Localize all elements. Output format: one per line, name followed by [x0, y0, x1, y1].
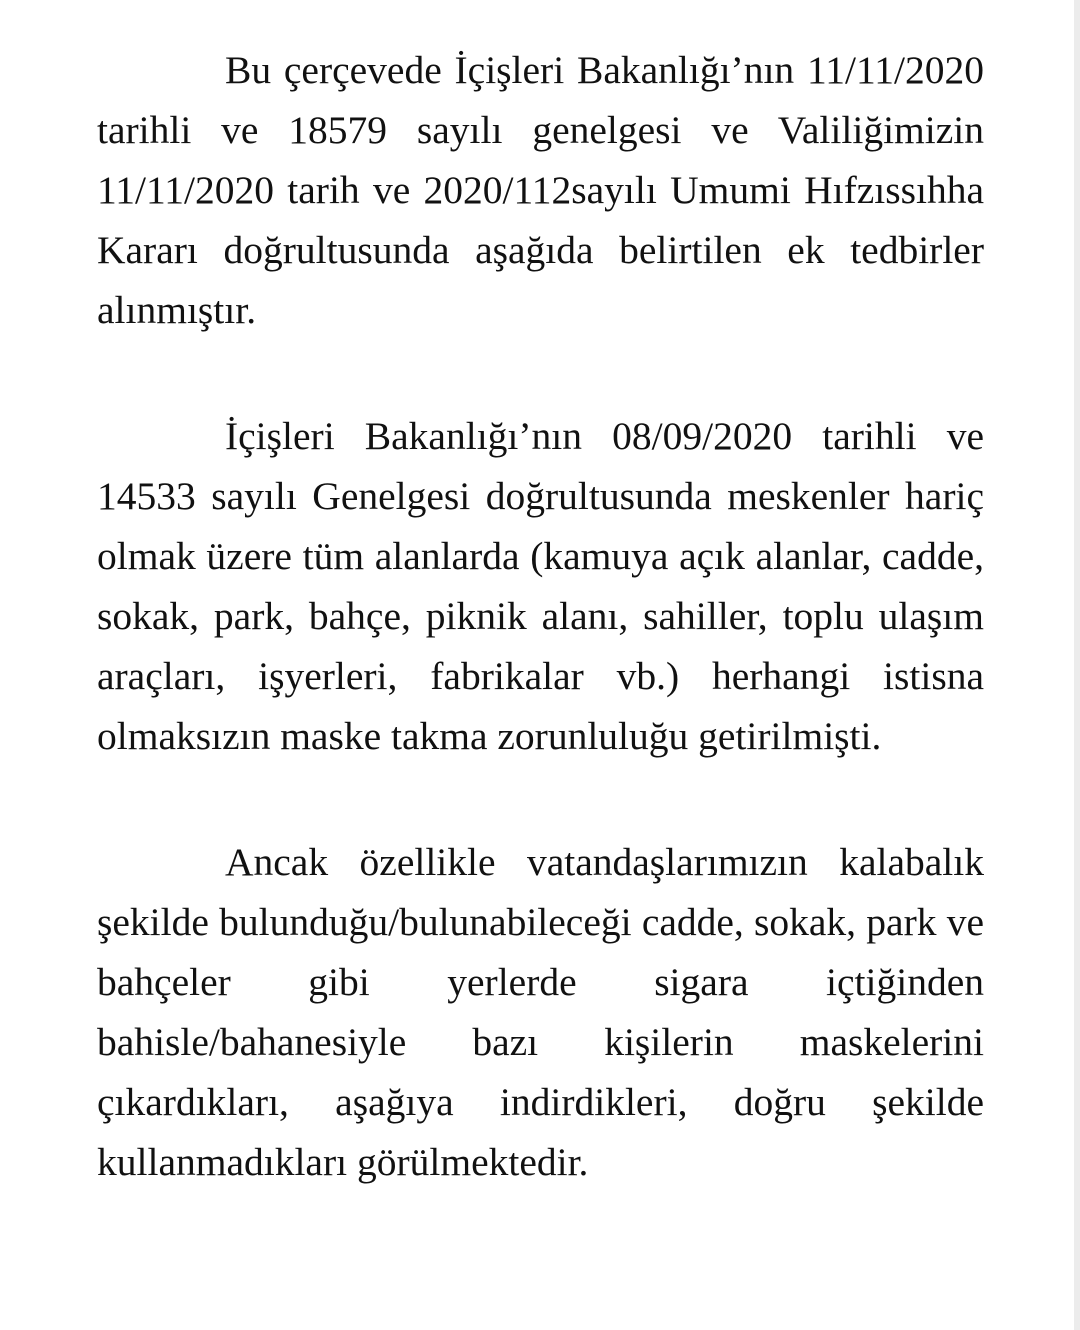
paragraph-mask-requirement: İçişleri Bakanlığı’nın 08/09/2020 tarihli ve 14533 sayılı Genelgesi doğrultusunda meskenler hariç olmak üzere tüm alanlarda (kamuya açık alanlar, cadde, sokak, park, bahçe, piknik alanı, sahiller, toplu ulaşım araçları, işyerleri, fabrikalar vb.) herhangi istisna olmaksızın maske takma zorunluluğu getirilmişti.	[97, 414, 984, 758]
document-body	[97, 40, 984, 1192]
page-edge	[1074, 0, 1080, 1330]
paragraph-smoking-observation: Ancak özellikle vatandaşlarımızın kalabalık şekilde bulunduğu/bulunabileceği cadde, sokak, park ve bahçeler gibi yerlerde sigara içtiğinden bahisle/bahanesiyle bazı kişilerin maskelerini çıkardıkları, aşağıya indirdikleri, doğru şekilde kullanmadıkları görülmektedir.	[97, 840, 984, 1184]
paragraph-measures: Bu çerçevede İçişleri Bakanlığı’nın 11/11/2020 tarihli ve 18579 sayılı genelgesi ve Valiliğimizin 11/11/2020 tarih ve 2020/112sayılı Umumi Hıfzıssıhha Kararı doğrultusunda aşağıda belirtilen ek tedbirler alınmıştır.	[97, 48, 984, 332]
